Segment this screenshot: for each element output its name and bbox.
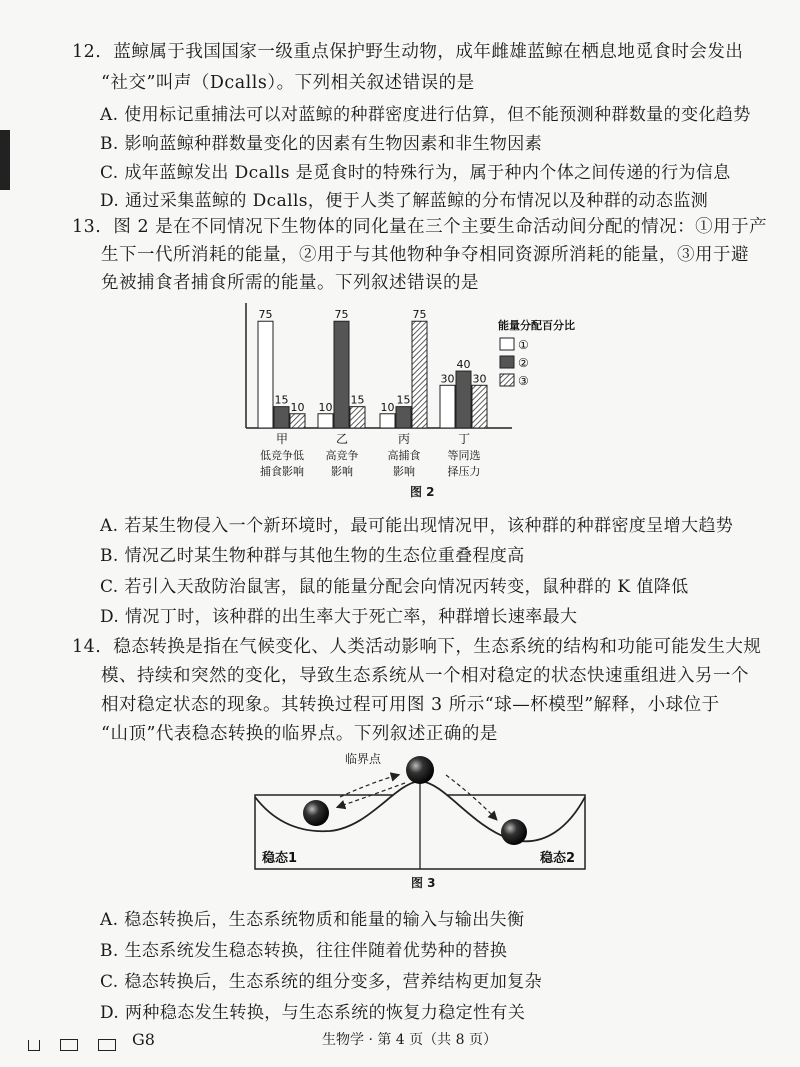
bar-丁-series-1 xyxy=(440,385,455,428)
x-tick-sublabel: 捕食影响 xyxy=(260,465,304,478)
q14-stem-4: “山顶”代表稳态转换的临界点。下列叙述正确的是 xyxy=(101,724,498,744)
q12-option-d: D. 通过采集蓝鲸的 Dcalls，便于人类了解蓝鲸的分布情况以及种群的动态监测 xyxy=(100,191,709,211)
x-tick-sublabel: 等同选 xyxy=(447,449,481,462)
q12-line-1 xyxy=(72,38,743,63)
legend-swatch-2 xyxy=(500,356,514,368)
q13-number: 13. xyxy=(72,217,102,237)
bar-甲-series-3 xyxy=(290,414,305,428)
legend-label-2: ② xyxy=(518,356,529,370)
legend-swatch-3 xyxy=(500,374,514,386)
q14-stem-1: 稳态转换是指在气候变化、人类活动影响下，生态系统的结构和功能可能发生大规 xyxy=(113,637,762,657)
ball-critical xyxy=(406,756,434,784)
bar-value-label: 75 xyxy=(412,308,427,322)
bar-丁-series-3 xyxy=(472,385,487,428)
legend-title: 能量分配百分比 xyxy=(498,319,575,332)
legend-label-1: ① xyxy=(518,338,529,352)
q14-option-b: B. 生态系统发生稳态转换，往往伴随着优势种的替换 xyxy=(100,941,508,961)
critical-point-label: 临界点 xyxy=(345,752,382,766)
bar-丁-series-2 xyxy=(456,371,471,428)
checkbox-mark-3 xyxy=(98,1039,116,1051)
footer-page-info: 生物学 · 第 4 页（共 8 页） xyxy=(322,1032,497,1048)
bar-value-label: 15 xyxy=(396,393,411,407)
bar-丙-series-3 xyxy=(412,321,427,428)
energy-allocation-bar-chart xyxy=(0,295,800,495)
q13-stem-3: 免被捕食者捕食所需的能量。下列叙述错误的是 xyxy=(101,273,479,293)
figure-2-caption: 图 2 xyxy=(410,485,435,499)
x-tick-label-丙: 丙 xyxy=(397,432,411,446)
q13-line-1 xyxy=(72,213,767,238)
ball-state-2 xyxy=(501,819,527,845)
bar-甲-series-2 xyxy=(274,407,289,428)
q13-option-d: D. 情况丁时，该种群的出生率大于死亡率，种群增长速率最大 xyxy=(100,607,578,627)
state-2-label: 稳态2 xyxy=(540,851,576,866)
x-tick-sublabel: 影响 xyxy=(331,465,353,478)
x-tick-sublabel: 低竞争低 xyxy=(260,449,304,462)
state-1-label: 稳态1 xyxy=(262,851,298,866)
ball-cup-model-diagram xyxy=(0,745,800,875)
bar-value-label: 10 xyxy=(380,400,395,414)
bar-value-label: 15 xyxy=(350,393,365,407)
bar-value-label: 10 xyxy=(318,400,333,414)
ball-state-1 xyxy=(303,800,329,826)
q14-line-1 xyxy=(72,633,761,658)
checkbox-mark-2 xyxy=(60,1039,78,1051)
legend-label-3: ③ xyxy=(518,374,529,388)
footer-code: G8 xyxy=(132,1030,155,1049)
bar-乙-series-3 xyxy=(350,407,365,428)
bar-value-label: 30 xyxy=(440,372,455,386)
figure-3-caption: 图 3 xyxy=(411,876,436,890)
bar-甲-series-1 xyxy=(258,321,273,428)
footer-boxes xyxy=(28,1039,116,1051)
q13-stem-1: 图 2 是在不同情况下生物体的同化量在三个主要生命活动间分配的情况：①用于产 xyxy=(113,217,768,237)
bar-value-label: 15 xyxy=(274,393,289,407)
bar-丙-series-2 xyxy=(396,407,411,428)
q13-option-a: A. 若某生物侵入一个新环境时，最可能出现情况甲，该种群的种群密度呈增大趋势 xyxy=(100,516,734,536)
bar-value-label: 75 xyxy=(334,308,349,322)
q14-option-c: C. 稳态转换后，生态系统的组分变多，营养结构更加复杂 xyxy=(100,972,543,992)
q13-stem-2: 生下一代所消耗的能量，②用于与其他物种争夺相同资源所消耗的能量，③用于避 xyxy=(101,245,749,265)
bar-丙-series-1 xyxy=(380,414,395,428)
q12-stem-2: “社交”叫声（Dcalls）。下列相关叙述错误的是 xyxy=(101,73,475,93)
q14-stem-2: 模、持续和突然的变化，导致生态系统从一个相对稳定的状态快速重组进入另一个 xyxy=(101,666,749,686)
q13-option-c: C. 若引入天敌防治鼠害，鼠的能量分配会向情况丙转变，鼠种群的 K 值降低 xyxy=(100,577,689,597)
binding-edge-mark xyxy=(0,130,10,190)
bar-value-label: 10 xyxy=(290,400,305,414)
x-tick-sublabel: 影响 xyxy=(393,465,415,478)
q12-option-b: B. 影响蓝鲸种群数量变化的因素有生物因素和非生物因素 xyxy=(100,134,543,154)
bar-value-label: 40 xyxy=(456,358,471,372)
q12-stem-1: 蓝鲸属于我国国家一级重点保护野生动物，成年雌雄蓝鲸在栖息地觅食时会发出 xyxy=(113,42,744,62)
q13-option-b: B. 情况乙时某生物种群与其他生物的生态位重叠程度高 xyxy=(100,546,525,566)
q14-option-a: A. 稳态转换后，生态系统物质和能量的输入与输出失衡 xyxy=(100,910,525,930)
bar-乙-series-2 xyxy=(334,321,349,428)
x-tick-label-乙: 乙 xyxy=(335,432,349,446)
legend-swatch-1 xyxy=(500,338,514,350)
bar-乙-series-1 xyxy=(318,414,333,428)
bar-value-label: 30 xyxy=(472,372,487,386)
x-tick-label-丁: 丁 xyxy=(457,432,471,446)
bar-value-label: 75 xyxy=(258,308,273,322)
x-tick-sublabel: 择压力 xyxy=(447,465,481,478)
checkbox-mark-1 xyxy=(28,1040,40,1051)
x-tick-sublabel: 高竞争 xyxy=(325,449,359,462)
q12-option-c: C. 成年蓝鲸发出 Dcalls 是觅食时的特殊行为，属于种内个体之间传递的行为信息 xyxy=(100,163,731,183)
q14-option-d: D. 两种稳态发生转换，与生态系统的恢复力稳定性有关 xyxy=(100,1003,526,1023)
q12-number: 12. xyxy=(72,42,102,62)
q14-number: 14. xyxy=(72,637,102,657)
arrow-to-critical xyxy=(340,775,398,797)
x-tick-label-甲: 甲 xyxy=(275,432,289,446)
q12-option-a: A. 使用标记重捕法可以对蓝鲸的种群密度进行估算，但不能预测种群数量的变化趋势 xyxy=(100,105,751,125)
q14-stem-3: 相对稳定状态的现象。其转换过程可用图 3 所示“球—杯模型”解释，小球位于 xyxy=(101,695,720,715)
x-tick-sublabel: 高捕食 xyxy=(387,449,421,462)
